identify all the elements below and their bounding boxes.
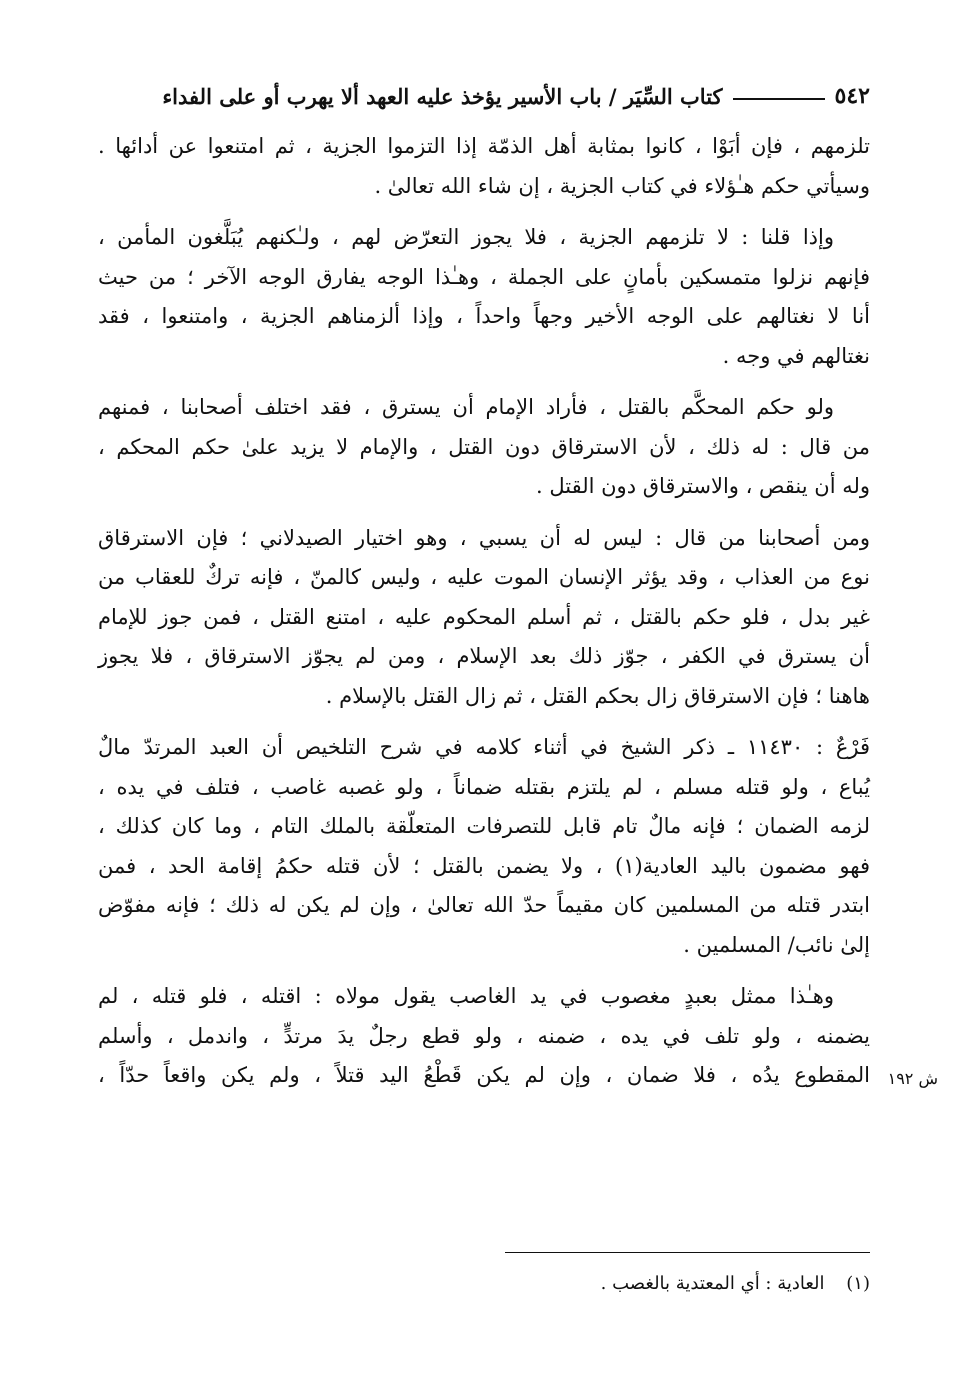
text-line: أن يسترق في الكفر ، جوّز ذلك بعد الإسلام ، ومن لم يجوّز الاسترقاق ، فلا يجوز [98, 644, 870, 668]
text-line: إلىٰ نائب/ المسلمين . [683, 932, 870, 957]
paragraph [98, 388, 870, 507]
text-line: ابتدر قتله من المسلمين كان مقيماً حدّ الله تعالىٰ ، وإن لم يكن له ذلك ؛ فإنه مفوّض [98, 893, 870, 917]
text-line: وإذا قلنا : لا تلزمهم الجزية ، فلا يجوز التعرّض لهم ، ولـٰكنهم يُبَلَّغون المأمن ، [98, 225, 834, 249]
paragraph [98, 127, 870, 206]
page-number: ٥٤٢ [834, 83, 870, 109]
text-line: فَرْعٌ : ١١٤٣٠ ـ ذكر الشيخ في أثناء كلامه في شرح التلخيص أن العبد المرتدّ مالٌ [98, 735, 870, 759]
running-header [98, 78, 870, 114]
footnote [400, 1273, 870, 1294]
paragraph [98, 977, 870, 1096]
text-line: يضمنه ، ولو تلف في يده ، ضمنه ، ولو قطع رجلٌ يدَ مرتدٍّ ، واندمل ، وأسلم [98, 1023, 870, 1048]
header-rule [733, 98, 825, 100]
text-line: هاهنا ؛ فإن الاسترقاق زال بحكم القتل ، ثم زال القتل بالإسلام . [325, 683, 870, 708]
text-line: غير بدل ، فلو حكم بالقتل ، ثم أسلم المحكوم عليه ، امتنع القتل ، فمن جوز للإمام [98, 604, 870, 629]
paragraph [98, 519, 870, 717]
text-line: من قال : له ذلك ، لأن الاسترقاق دون القتل ، والإمام لا يزيد علىٰ حكم المحكم ، [98, 434, 870, 459]
text-line: نغتالهم في وجه . [722, 343, 870, 368]
text-line: وله أن ينقص ، والاسترقاق دون القتل . [536, 474, 870, 498]
text-line: أنا لا نغتالهم على الوجه الأخير وجهاً واحداً ، وإذا ألزمناهم الجزية ، وامتنعوا ، فقد [98, 304, 870, 328]
text-line: المقطوع يدُه ، فلا ضمان ، وإن لم يكن قَطْعُ اليد قتلاً ، ولم يكن واقعاً حدّاً ، [98, 1063, 871, 1087]
footnote-number: (١) [846, 1273, 870, 1294]
paragraph [98, 218, 870, 376]
paragraph [98, 728, 870, 965]
text-line: تلزمهم ، فإن أبَوْا ، كانوا بمثابة أهل الذمّة إذا التزموا الجزية ، ثم امتنعوا عن أدائها . [98, 134, 870, 158]
text-line: فهو مضمون باليد العادية(١) ، ولا يضمن بالقتل ؛ لأن قتله حكمُ إقامة الحد ، فمن [98, 853, 870, 878]
main-text [98, 127, 870, 1108]
text-line: فإنهم نزلوا متمسكين بأمانٍ على الجملة ، وهـٰذا الوجه يفارق الوجه الآخر ؛ من حيث [98, 264, 870, 289]
text-line: نوع من العذاب ، وقد يؤثر الإنسان الموت عليه ، وليس كالمنّ ، فإنه تركٌ للعقاب من [98, 565, 870, 589]
text-line: وهـٰذا ممثل بعبدٍ مغصوب في يد الغاصب يقول مولاه : اقتله ، فلو قتله ، لم [98, 984, 834, 1008]
text-line: وسيأتي حكم هـٰؤلاء في كتاب الجزية ، إن شاء الله تعالىٰ . [374, 173, 870, 198]
text-line: ولو حكم المحكَّم بالقتل ، فأراد الإمام أن يسترق ، فقد اختلف أصحابنا ، فمنهم [98, 395, 834, 419]
chapter-title: كتاب السِّيَر / باب الأسير يؤخذ عليه العهد ألا يهرب أو على الفداء [162, 83, 723, 109]
footnote-text: العادية : أي المعتدية بالغصب . [600, 1273, 825, 1294]
footnote-separator [505, 1252, 870, 1253]
text-line: يُباع ، ولو قتله مسلم ، لم يلتزم بقتله ضماناً ، ولو غصبه غاصب ، فتلف في يده ، [98, 774, 870, 799]
text-line: لزمه الضمان ؛ فإنه مالٌ تام قابل للتصرفات المتعلّقة بالملك التام ، وما كان كذلك ، [98, 814, 870, 838]
manuscript-folio-note: ش ١٩٢ [887, 1069, 938, 1088]
text-line: ومن أصحابنا من قال : ليس له أن يسبي ، وهو اختيار الصيدلاني ؛ فإن الاسترقاق [98, 525, 870, 550]
